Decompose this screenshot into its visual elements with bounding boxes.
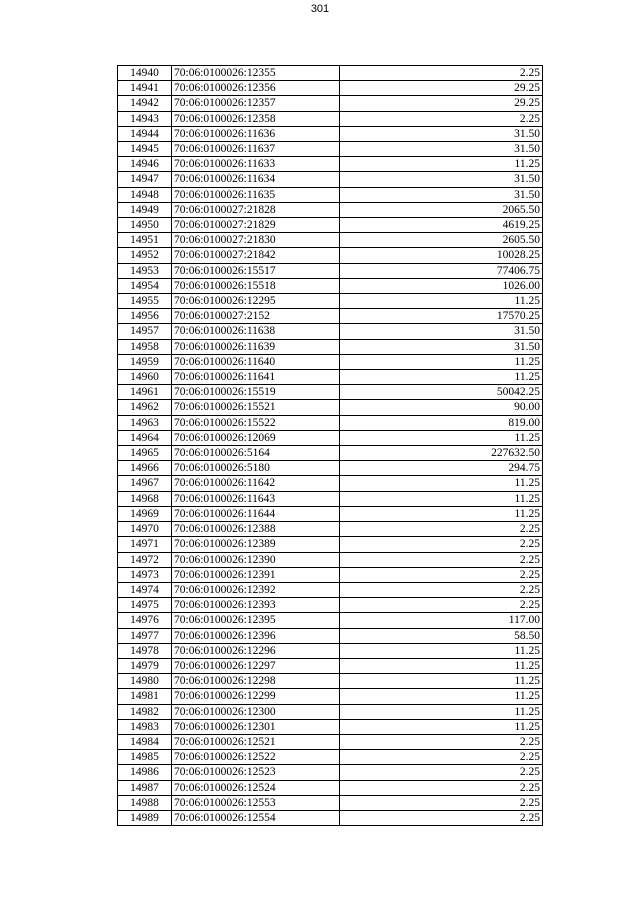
row-number-cell: 14946	[118, 157, 172, 172]
row-number-cell: 14943	[118, 111, 172, 126]
cadastral-number-cell: 70:06:0100026:12297	[172, 658, 340, 673]
row-number-cell: 14988	[118, 795, 172, 810]
area-value-cell: 2.25	[340, 598, 543, 613]
table-row	[118, 339, 543, 354]
cadastral-number-cell: 70:06:0100026:15517	[172, 263, 340, 278]
table-row	[118, 567, 543, 582]
area-value-cell: 29.25	[340, 96, 543, 111]
area-value-cell: 294.75	[340, 461, 543, 476]
cadastral-number-cell: 70:06:0100026:11635	[172, 187, 340, 202]
cadastral-number-cell: 70:06:0100026:12396	[172, 628, 340, 643]
table-row	[118, 750, 543, 765]
cadastral-number-cell: 70:06:0100026:12521	[172, 734, 340, 749]
cadastral-number-cell: 70:06:0100026:12524	[172, 780, 340, 795]
row-number-cell: 14960	[118, 370, 172, 385]
area-value-cell: 2.25	[340, 111, 543, 126]
row-number-cell: 14976	[118, 613, 172, 628]
row-number-cell: 14959	[118, 354, 172, 369]
cadastral-number-cell: 70:06:0100026:11637	[172, 142, 340, 157]
row-number-cell: 14944	[118, 126, 172, 141]
table-row	[118, 81, 543, 96]
row-number-cell: 14951	[118, 233, 172, 248]
cadastral-number-cell: 70:06:0100026:12395	[172, 613, 340, 628]
table-row	[118, 613, 543, 628]
area-value-cell: 31.50	[340, 172, 543, 187]
row-number-cell: 14958	[118, 339, 172, 354]
table-row	[118, 172, 543, 187]
area-value-cell: 11.25	[340, 370, 543, 385]
area-value-cell: 11.25	[340, 430, 543, 445]
cadastral-number-cell: 70:06:0100026:11634	[172, 172, 340, 187]
table-row	[118, 278, 543, 293]
row-number-cell: 14981	[118, 689, 172, 704]
area-value-cell: 58.50	[340, 628, 543, 643]
table-row	[118, 689, 543, 704]
cadastral-number-cell: 70:06:0100026:15522	[172, 415, 340, 430]
table-row	[118, 202, 543, 217]
table-row	[118, 537, 543, 552]
table-row	[118, 810, 543, 825]
cadastral-number-cell: 70:06:0100026:12355	[172, 66, 340, 81]
cadastral-number-cell: 70:06:0100026:12301	[172, 719, 340, 734]
cadastral-table	[117, 65, 543, 826]
cadastral-number-cell: 70:06:0100026:12554	[172, 810, 340, 825]
table-row	[118, 218, 543, 233]
cadastral-number-cell: 70:06:0100026:12553	[172, 795, 340, 810]
table-row	[118, 734, 543, 749]
table-row	[118, 187, 543, 202]
row-number-cell: 14940	[118, 66, 172, 81]
table-row	[118, 506, 543, 521]
row-number-cell: 14974	[118, 582, 172, 597]
area-value-cell: 11.25	[340, 704, 543, 719]
table-row	[118, 309, 543, 324]
area-value-cell: 17570.25	[340, 309, 543, 324]
table-row	[118, 354, 543, 369]
area-value-cell: 11.25	[340, 658, 543, 673]
table-row	[118, 111, 543, 126]
cadastral-number-cell: 70:06:0100026:12390	[172, 552, 340, 567]
row-number-cell: 14982	[118, 704, 172, 719]
area-value-cell: 2.25	[340, 537, 543, 552]
row-number-cell: 14953	[118, 263, 172, 278]
row-number-cell: 14972	[118, 552, 172, 567]
area-value-cell: 2.25	[340, 780, 543, 795]
cadastral-number-cell: 70:06:0100026:12295	[172, 294, 340, 309]
table-row	[118, 66, 543, 81]
area-value-cell: 11.25	[340, 719, 543, 734]
table-row	[118, 780, 543, 795]
cadastral-number-cell: 70:06:0100026:12392	[172, 582, 340, 597]
row-number-cell: 14979	[118, 658, 172, 673]
row-number-cell: 14967	[118, 476, 172, 491]
row-number-cell: 14969	[118, 506, 172, 521]
table-row	[118, 96, 543, 111]
table-row	[118, 157, 543, 172]
cadastral-number-cell: 70:06:0100026:12391	[172, 567, 340, 582]
row-number-cell: 14947	[118, 172, 172, 187]
row-number-cell: 14955	[118, 294, 172, 309]
table-row	[118, 704, 543, 719]
table-row	[118, 142, 543, 157]
row-number-cell: 14977	[118, 628, 172, 643]
cadastral-number-cell: 70:06:0100027:21830	[172, 233, 340, 248]
cadastral-number-cell: 70:06:0100026:11642	[172, 476, 340, 491]
cadastral-number-cell: 70:06:0100026:11644	[172, 506, 340, 521]
row-number-cell: 14964	[118, 430, 172, 445]
row-number-cell: 14952	[118, 248, 172, 263]
area-value-cell: 11.25	[340, 506, 543, 521]
cadastral-number-cell: 70:06:0100026:12523	[172, 765, 340, 780]
area-value-cell: 819.00	[340, 415, 543, 430]
table-body	[118, 66, 543, 826]
area-value-cell: 31.50	[340, 187, 543, 202]
table-row	[118, 643, 543, 658]
cadastral-number-cell: 70:06:0100026:11633	[172, 157, 340, 172]
cadastral-number-cell: 70:06:0100026:12296	[172, 643, 340, 658]
row-number-cell: 14987	[118, 780, 172, 795]
area-value-cell: 227632.50	[340, 446, 543, 461]
area-value-cell: 2.25	[340, 795, 543, 810]
table-row	[118, 263, 543, 278]
area-value-cell: 2.25	[340, 582, 543, 597]
area-value-cell: 29.25	[340, 81, 543, 96]
area-value-cell: 117.00	[340, 613, 543, 628]
area-value-cell: 2.25	[340, 522, 543, 537]
table-row	[118, 461, 543, 476]
table-row	[118, 233, 543, 248]
row-number-cell: 14945	[118, 142, 172, 157]
row-number-cell: 14984	[118, 734, 172, 749]
row-number-cell: 14989	[118, 810, 172, 825]
row-number-cell: 14956	[118, 309, 172, 324]
table-row	[118, 126, 543, 141]
row-number-cell: 14949	[118, 202, 172, 217]
cadastral-number-cell: 70:06:0100026:15518	[172, 278, 340, 293]
cadastral-number-cell: 70:06:0100026:5180	[172, 461, 340, 476]
cadastral-number-cell: 70:06:0100027:21842	[172, 248, 340, 263]
cadastral-number-cell: 70:06:0100026:12069	[172, 430, 340, 445]
row-number-cell: 14975	[118, 598, 172, 613]
table-row	[118, 598, 543, 613]
area-value-cell: 10028.25	[340, 248, 543, 263]
cadastral-number-cell: 70:06:0100026:11636	[172, 126, 340, 141]
row-number-cell: 14986	[118, 765, 172, 780]
area-value-cell: 4619.25	[340, 218, 543, 233]
area-value-cell: 2.25	[340, 552, 543, 567]
cadastral-number-cell: 70:06:0100027:21829	[172, 218, 340, 233]
page-number: 301	[310, 3, 330, 15]
row-number-cell: 14942	[118, 96, 172, 111]
area-value-cell: 2.25	[340, 567, 543, 582]
area-value-cell: 31.50	[340, 339, 543, 354]
area-value-cell: 2.25	[340, 750, 543, 765]
table-row	[118, 446, 543, 461]
cadastral-number-cell: 70:06:0100026:12300	[172, 704, 340, 719]
cadastral-number-cell: 70:06:0100026:12298	[172, 674, 340, 689]
cadastral-number-cell: 70:06:0100027:21828	[172, 202, 340, 217]
area-value-cell: 2.25	[340, 66, 543, 81]
cadastral-number-cell: 70:06:0100026:12389	[172, 537, 340, 552]
cadastral-number-cell: 70:06:0100026:11641	[172, 370, 340, 385]
area-value-cell: 11.25	[340, 157, 543, 172]
area-value-cell: 11.25	[340, 354, 543, 369]
area-value-cell: 90.00	[340, 400, 543, 415]
area-value-cell: 2065.50	[340, 202, 543, 217]
table-row	[118, 795, 543, 810]
row-number-cell: 14954	[118, 278, 172, 293]
cadastral-number-cell: 70:06:0100026:5164	[172, 446, 340, 461]
area-value-cell: 11.25	[340, 674, 543, 689]
row-number-cell: 14980	[118, 674, 172, 689]
table-row	[118, 491, 543, 506]
row-number-cell: 14965	[118, 446, 172, 461]
cadastral-number-cell: 70:06:0100026:11643	[172, 491, 340, 506]
cadastral-number-cell: 70:06:0100026:12299	[172, 689, 340, 704]
area-value-cell: 31.50	[340, 324, 543, 339]
table-row	[118, 582, 543, 597]
area-value-cell: 2605.50	[340, 233, 543, 248]
cadastral-number-cell: 70:06:0100026:15521	[172, 400, 340, 415]
table-row	[118, 385, 543, 400]
row-number-cell: 14983	[118, 719, 172, 734]
area-value-cell: 2.25	[340, 810, 543, 825]
area-value-cell: 31.50	[340, 126, 543, 141]
area-value-cell: 11.25	[340, 689, 543, 704]
cadastral-number-cell: 70:06:0100026:12357	[172, 96, 340, 111]
row-number-cell: 14985	[118, 750, 172, 765]
table-row	[118, 248, 543, 263]
area-value-cell: 11.25	[340, 294, 543, 309]
row-number-cell: 14978	[118, 643, 172, 658]
cadastral-number-cell: 70:06:0100026:12388	[172, 522, 340, 537]
table-row	[118, 628, 543, 643]
table-row	[118, 476, 543, 491]
area-value-cell: 11.25	[340, 643, 543, 658]
cadastral-number-cell: 70:06:0100026:15519	[172, 385, 340, 400]
area-value-cell: 77406.75	[340, 263, 543, 278]
area-value-cell: 50042.25	[340, 385, 543, 400]
table-row	[118, 370, 543, 385]
table-row	[118, 400, 543, 415]
area-value-cell: 31.50	[340, 142, 543, 157]
table-row	[118, 674, 543, 689]
table-row	[118, 765, 543, 780]
row-number-cell: 14948	[118, 187, 172, 202]
area-value-cell: 2.25	[340, 734, 543, 749]
row-number-cell: 14961	[118, 385, 172, 400]
table-row	[118, 658, 543, 673]
cadastral-number-cell: 70:06:0100026:11638	[172, 324, 340, 339]
cadastral-number-cell: 70:06:0100027:2152	[172, 309, 340, 324]
row-number-cell: 14950	[118, 218, 172, 233]
row-number-cell: 14968	[118, 491, 172, 506]
row-number-cell: 14971	[118, 537, 172, 552]
area-value-cell: 11.25	[340, 491, 543, 506]
cadastral-number-cell: 70:06:0100026:11639	[172, 339, 340, 354]
row-number-cell: 14941	[118, 81, 172, 96]
row-number-cell: 14963	[118, 415, 172, 430]
row-number-cell: 14966	[118, 461, 172, 476]
row-number-cell: 14957	[118, 324, 172, 339]
cadastral-number-cell: 70:06:0100026:12393	[172, 598, 340, 613]
table-row	[118, 719, 543, 734]
table-row	[118, 415, 543, 430]
cadastral-number-cell: 70:06:0100026:11640	[172, 354, 340, 369]
row-number-cell: 14970	[118, 522, 172, 537]
area-value-cell: 2.25	[340, 765, 543, 780]
area-value-cell: 11.25	[340, 476, 543, 491]
table-row	[118, 522, 543, 537]
table-row	[118, 294, 543, 309]
cadastral-number-cell: 70:06:0100026:12358	[172, 111, 340, 126]
table-row	[118, 324, 543, 339]
table-row	[118, 430, 543, 445]
cadastral-number-cell: 70:06:0100026:12356	[172, 81, 340, 96]
row-number-cell: 14973	[118, 567, 172, 582]
row-number-cell: 14962	[118, 400, 172, 415]
area-value-cell: 1026.00	[340, 278, 543, 293]
cadastral-number-cell: 70:06:0100026:12522	[172, 750, 340, 765]
table-row	[118, 552, 543, 567]
